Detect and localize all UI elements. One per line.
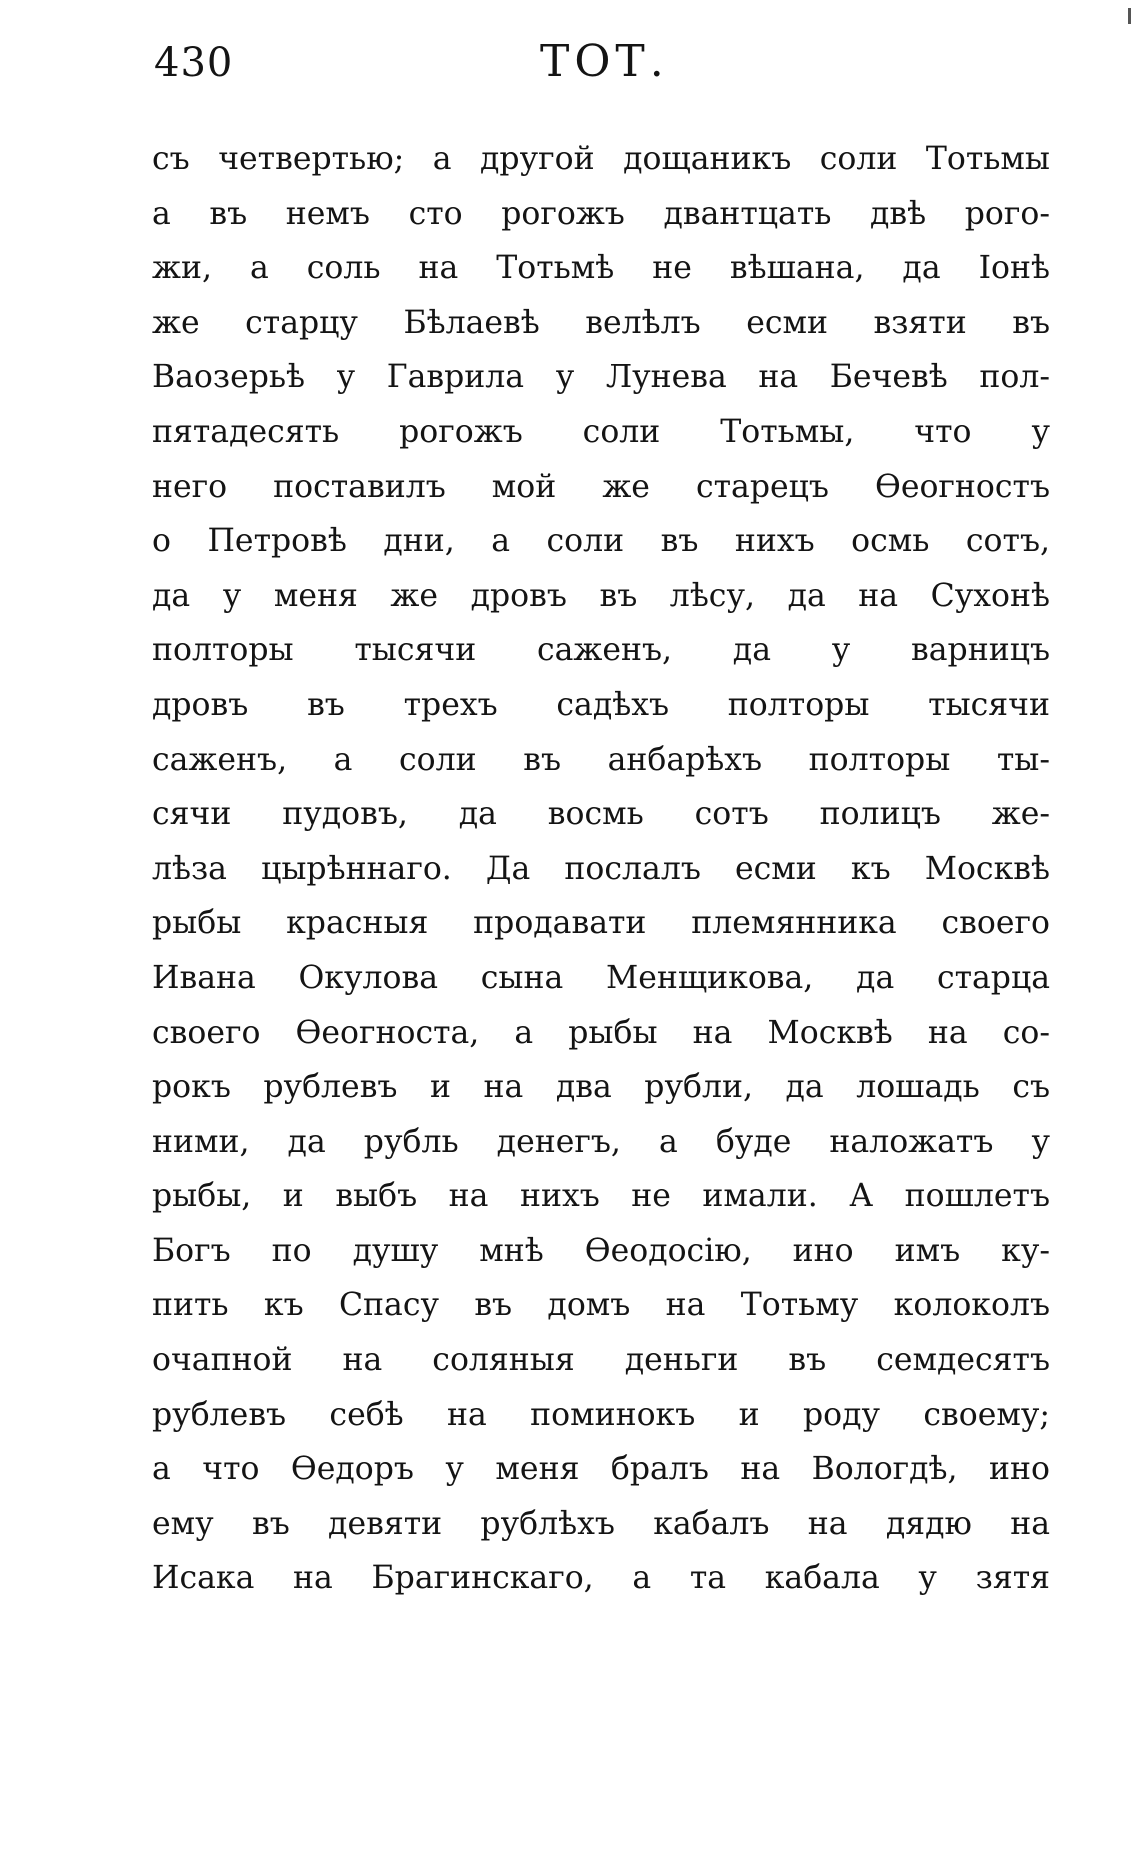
- text-line: же старцу Бѣлаевѣ велѣлъ есми взяти въ: [152, 304, 1050, 341]
- text-line: да у меня же дровъ въ лѣсу, да на Сухонѣ: [152, 577, 1050, 614]
- text-line: рублевъ себѣ на поминокъ и роду своему;: [152, 1396, 1050, 1433]
- body-text: [152, 132, 1050, 1606]
- text-line: рокъ рублевъ и на два рубли, да лошадь съ: [152, 1069, 1050, 1106]
- text-line: него поставилъ мой же старецъ Ѳеогностъ: [152, 468, 1050, 505]
- page-edge-mark: [1128, 8, 1131, 24]
- page-header: [150, 36, 1050, 106]
- text-line: ними, да рубль денегъ, а буде наложатъ у: [152, 1123, 1050, 1160]
- text-line: съ четвертью; а другой дощаникъ соли Тотьмы: [152, 141, 1050, 177]
- text-line: а что Ѳедоръ у меня бралъ на Вологдѣ, ино: [152, 1451, 1050, 1488]
- text-line: пить къ Спасу въ домъ на Тотьму колоколъ: [152, 1287, 1050, 1324]
- text-line: очапной на соляныя деньги въ семдесятъ: [152, 1342, 1050, 1379]
- page-number: 430: [154, 40, 234, 86]
- text-line: а въ немъ сто рогожъ двантцать двѣ рого-: [152, 195, 1050, 232]
- text-line: своего Ѳеогноста, а рыбы на Москвѣ на со-: [152, 1014, 1050, 1051]
- text-line: пятадесять рогожъ соли Тотьмы, что у: [152, 413, 1050, 450]
- text-line: саженъ, а соли въ анбарѣхъ полторы ты-: [152, 741, 1050, 778]
- running-head: ТОТ.: [540, 36, 669, 87]
- text-line: рыбы, и выбъ на нихъ не имали. А пошлетъ: [152, 1178, 1050, 1215]
- text-line: дровъ въ трехъ садѣхъ полторы тысячи: [152, 686, 1050, 723]
- text-line: Исака на Брагинскаго, а та кабала у зятя: [152, 1560, 1050, 1597]
- text-line: лѣза цырѣннаго. Да послалъ есми къ Москвѣ: [152, 850, 1050, 887]
- text-line: о Петровѣ дни, а соли въ нихъ осмь сотъ,: [152, 523, 1050, 560]
- text-line: полторы тысячи саженъ, да у варницъ: [152, 632, 1050, 669]
- text-line: жи, а соль на Тотьмѣ не вѣшана, да Іонѣ: [152, 250, 1050, 287]
- text-line: рыбы красныя продавати племянника своего: [152, 905, 1050, 942]
- text-line: Ивана Окулова сына Менщикова, да старца: [152, 959, 1050, 996]
- text-line: сячи пудовъ, да восмь сотъ полицъ же-: [152, 796, 1050, 833]
- text-line: Богъ по душу мнѣ Ѳеодосію, ино имъ ку-: [152, 1232, 1050, 1269]
- text-line: Ваозерьѣ у Гаврила у Лунева на Бечевѣ пол-: [152, 359, 1050, 396]
- text-line: ему въ девяти рублѣхъ кабалъ на дядю на: [152, 1505, 1050, 1542]
